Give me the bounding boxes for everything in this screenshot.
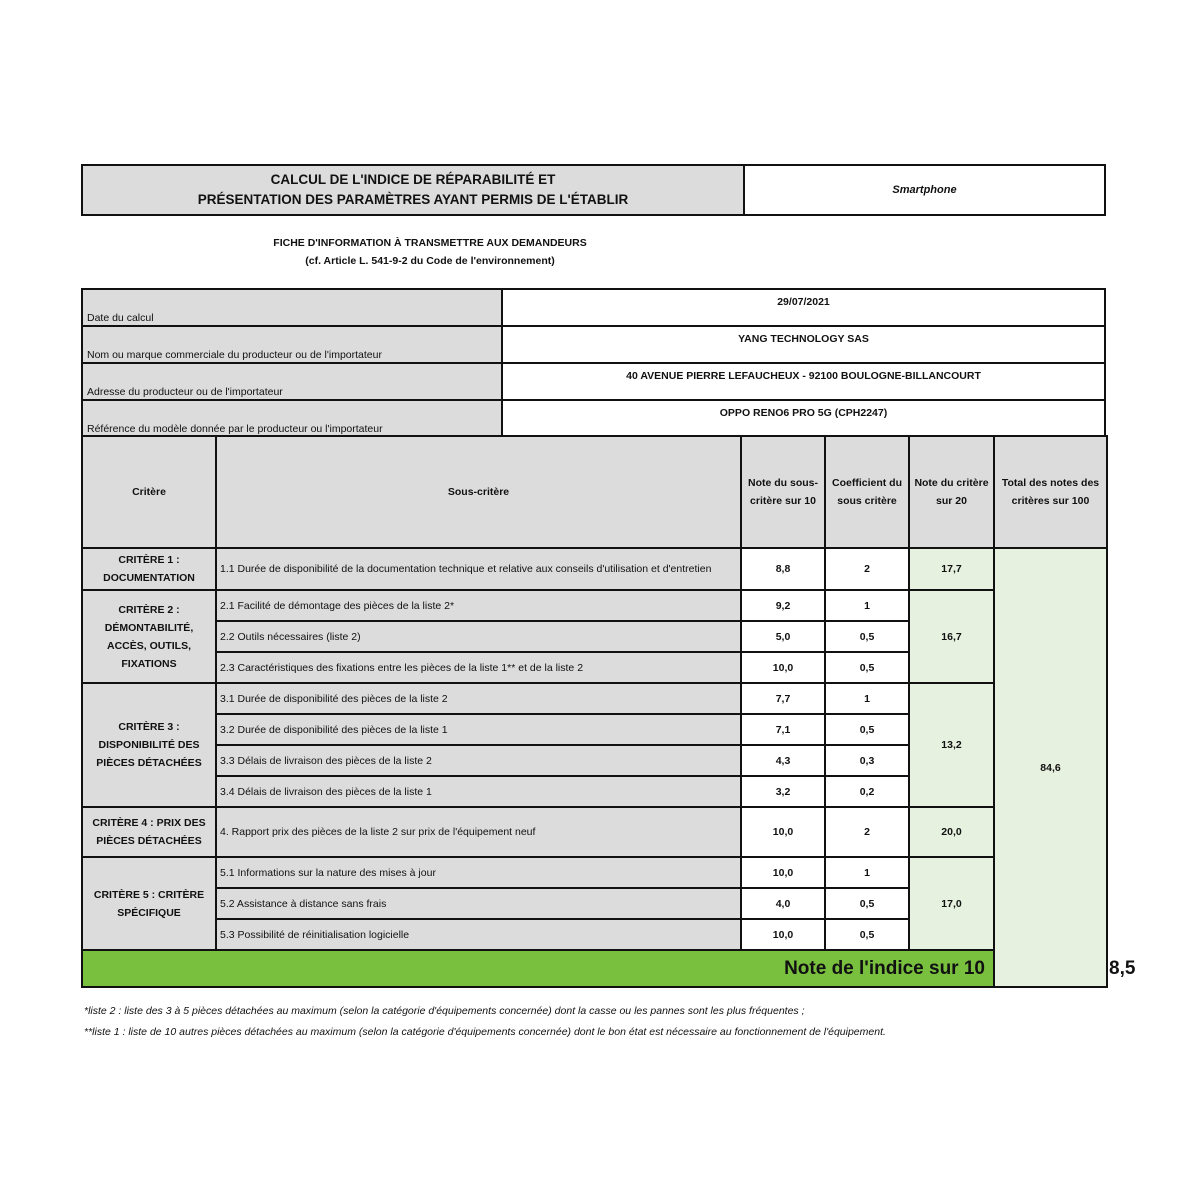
subcriterion-coefficient: 0,5 (825, 621, 909, 652)
criterion-2-score: 16,7 (909, 590, 994, 683)
subcriterion-note: 10,0 (741, 652, 825, 683)
subcriterion-note: 3,2 (741, 776, 825, 807)
footnotes (84, 1001, 1104, 1043)
subcriterion-label: 3.4 Délais de livraison des pièces de la liste 1 (216, 776, 741, 807)
date-value: 29/07/2021 (502, 289, 1105, 326)
subcriterion-coefficient: 0,5 (825, 919, 909, 950)
subcriterion-note: 4,0 (741, 888, 825, 919)
criterion-5-score: 17,0 (909, 857, 994, 950)
model-reference-value: OPPO RENO6 PRO 5G (CPH2247) (502, 400, 1105, 437)
product-category: Smartphone (744, 165, 1105, 215)
subcriterion-label: 5.2 Assistance à distance sans frais (216, 888, 741, 919)
fiche-line-1: FICHE D'INFORMATION À TRANSMETTRE AUX DEMANDEURS (273, 237, 587, 249)
criterion-3-score: 13,2 (909, 683, 994, 807)
document-title (82, 165, 744, 215)
subcriterion-coefficient: 0,5 (825, 652, 909, 683)
subcriterion-label: 2.3 Caractéristiques des fixations entre les pièces de la liste 1** et de la liste 2 (216, 652, 741, 683)
table-row (82, 590, 1107, 621)
subcriterion-note: 10,0 (741, 919, 825, 950)
footnote-liste-2: *liste 2 : liste des 3 à 5 pièces détachées au maximum (selon la catégorie d'équipements concernée) dont la casse ou les pannes sont les plus fréquentes ; (84, 1005, 805, 1017)
subcriterion-label: 3.1 Durée de disponibilité des pièces de la liste 2 (216, 683, 741, 714)
subcriterion-note: 5,0 (741, 621, 825, 652)
subcriterion-label: 5.3 Possibilité de réinitialisation logicielle (216, 919, 741, 950)
header-note-critere: Note du critère sur 20 (909, 436, 994, 548)
header-sous-critere: Sous-critère (216, 436, 741, 548)
final-score-row: Note de l'indice sur 10 8,5 (82, 950, 1107, 987)
title-line-1: CALCUL DE L'INDICE DE RÉPARABILITÉ ET (270, 172, 556, 187)
model-reference-label: Référence du modèle donnée par le producteur ou l'importateur (82, 400, 502, 437)
table-header-row (82, 436, 1107, 548)
subcriterion-coefficient: 0,3 (825, 745, 909, 776)
final-score-label: Note de l'indice sur 10 (82, 950, 994, 987)
subcriterion-note: 4,3 (741, 745, 825, 776)
subcriterion-note: 10,0 (741, 807, 825, 857)
date-label: Date du calcul (82, 289, 502, 326)
title-line-2: PRÉSENTATION DES PARAMÈTRES AYANT PERMIS DE L'ÉTABLIR (197, 192, 629, 207)
criteria-table (81, 435, 1136, 988)
criterion-2-label: CRITÈRE 2 : DÉMONTABILITÉ, ACCÈS, OUTILS, FIXATIONS (82, 590, 216, 683)
criterion-4-label: CRITÈRE 4 : PRIX DES PIÈCES DÉTACHÉES (82, 807, 216, 857)
subcriterion-label: 5.1 Informations sur la nature des mises à jour (216, 857, 741, 888)
criterion-3-label: CRITÈRE 3 : DISPONIBILITÉ DES PIÈCES DÉTACHÉES (82, 683, 216, 807)
table-row (82, 548, 1107, 590)
criterion-4-score: 20,0 (909, 807, 994, 857)
criterion-1-score: 17,7 (909, 548, 994, 590)
producer-name-value: YANG TECHNOLOGY SAS (502, 326, 1105, 363)
subcriterion-note: 7,7 (741, 683, 825, 714)
header-note-sous-critere: Note du sous-critère sur 10 (741, 436, 825, 548)
subcriterion-note: 7,1 (741, 714, 825, 745)
subcriterion-note: 10,0 (741, 857, 825, 888)
header-critere: Critère (82, 436, 216, 548)
fiche-information (160, 234, 700, 270)
header-coefficient: Coefficient du sous critère (825, 436, 909, 548)
table-row (82, 683, 1107, 714)
subcriterion-coefficient: 0,2 (825, 776, 909, 807)
subcriterion-note: 8,8 (741, 548, 825, 590)
header-table (81, 164, 1106, 216)
footnote-liste-1: **liste 1 : liste de 10 autres pièces détachées au maximum (selon la catégorie d'équipements concernée) dont le bon état est nécessaire au fonctionnement de l'équipement. (84, 1026, 886, 1038)
subcriterion-label: 2.2 Outils nécessaires (liste 2) (216, 621, 741, 652)
subcriterion-label: 3.2 Durée de disponibilité des pièces de la liste 1 (216, 714, 741, 745)
criterion-5-label: CRITÈRE 5 : CRITÈRE SPÉCIFIQUE (82, 857, 216, 950)
subcriterion-coefficient: 2 (825, 548, 909, 590)
table-row (82, 857, 1107, 888)
subcriterion-coefficient: 0,5 (825, 888, 909, 919)
fiche-line-2: (cf. Article L. 541-9-2 du Code de l'environnement) (305, 255, 555, 267)
subcriterion-label: 1.1 Durée de disponibilité de la documentation technique et relative aux conseils d'utilisation et d'entretien (216, 548, 741, 590)
subcriterion-coefficient: 2 (825, 807, 909, 857)
subcriterion-coefficient: 0,5 (825, 714, 909, 745)
subcriterion-label: 2.1 Facilité de démontage des pièces de la liste 2* (216, 590, 741, 621)
subcriterion-coefficient: 1 (825, 590, 909, 621)
producer-name-label: Nom ou marque commerciale du producteur ou de l'importateur (82, 326, 502, 363)
subcriterion-coefficient: 1 (825, 683, 909, 714)
subcriterion-label: 3.3 Délais de livraison des pièces de la liste 2 (216, 745, 741, 776)
criterion-1-label: CRITÈRE 1 : DOCUMENTATION (82, 548, 216, 590)
producer-address-value: 40 AVENUE PIERRE LEFAUCHEUX - 92100 BOULOGNE-BILLANCOURT (502, 363, 1105, 400)
subcriterion-coefficient: 1 (825, 857, 909, 888)
subcriterion-label: 4. Rapport prix des pièces de la liste 2 sur prix de l'équipement neuf (216, 807, 741, 857)
table-row (82, 807, 1107, 857)
info-table (81, 288, 1106, 438)
subcriterion-note: 9,2 (741, 590, 825, 621)
producer-address-label: Adresse du producteur ou de l'importateur (82, 363, 502, 400)
header-total: Total des notes des critères sur 100 (994, 436, 1107, 548)
total-score-100: 84,6 (994, 548, 1107, 987)
